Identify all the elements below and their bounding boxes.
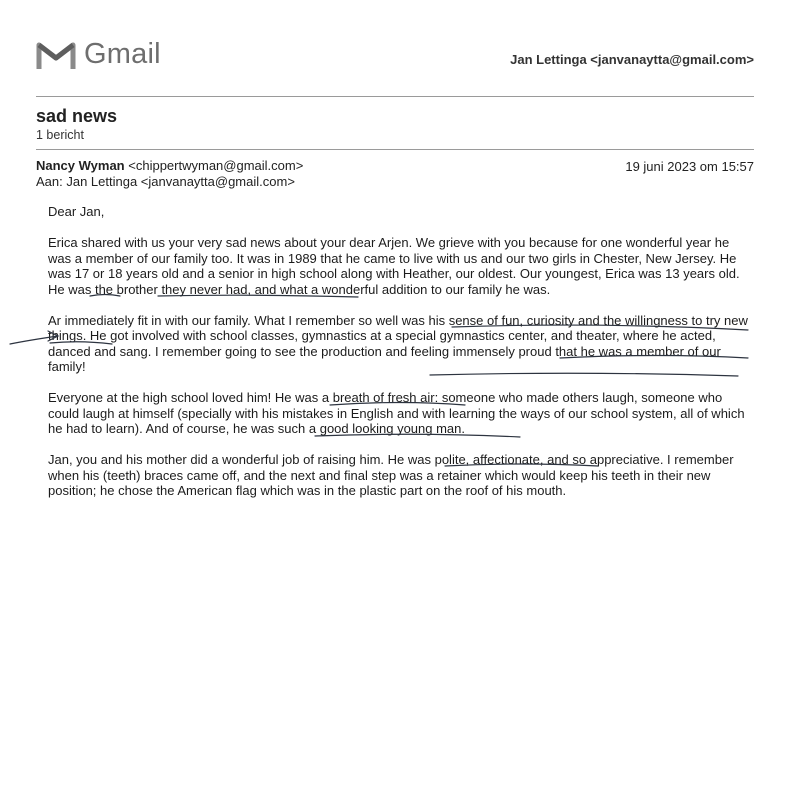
gmail-m-icon (36, 39, 76, 71)
body-paragraph: Ar immediately fit in with our family. What I remember so well was his sense of fun, curiosity and the willingness to try new things. He got involved with school classes, gymnastics at a special gymnastics center, and theater, where he acted, danced and sang. I remember going to see the production and feeling immensely proud that he was a member of our family! (48, 312, 748, 374)
recipient-line: Aan: Jan Lettinga <janvanaytta@gmail.com> (36, 174, 295, 189)
sender-name: Nancy Wyman (36, 158, 125, 173)
gmail-logo (36, 38, 161, 71)
account-name: Jan Lettinga <janvanaytta@gmail.com> (510, 52, 754, 67)
message-body (48, 204, 748, 514)
logo-text: Gmail (84, 38, 161, 70)
body-paragraph: Erica shared with us your very sad news about your dear Arjen. We grieve with you because for one wonderful year he was a member of our family too. It was in 1989 that he came to live with us and our two girls in Chester, New Jersey. He was 17 or 18 years old and a senior in high school along with Heather, our oldest. Our youngest, Erica was 13 years old. He was the brother they never had, and what a wonderful addition to our family he was. (48, 235, 740, 297)
sender-email: <chippertwyman@gmail.com> (128, 158, 304, 173)
sender-line (36, 158, 303, 173)
header-divider (36, 96, 754, 97)
message-count: 1 bericht (36, 128, 84, 142)
body-paragraph: Everyone at the high school loved him! He was a breath of fresh air: someone who made others laugh, someone who could laugh at himself (specially with his mistakes in English and with learning the ways of our school system, all of which he had to learn). And of course, he was such a good looking young man. (48, 390, 745, 436)
thread-divider (36, 149, 754, 150)
body-paragraph: Jan, you and his mother did a wonderful job of raising him. He was polite, affectionate, and so appreciative. I remember when his (teeth) braces came off, and the next and final step was a retainer which would keep his teeth in their new position; he chose the American flag which was in the plastic part on the roof of his mouth. (48, 452, 734, 498)
email-subject: sad news (36, 106, 118, 126)
greeting: Dear Jan, (48, 204, 105, 219)
message-date: 19 juni 2023 om 15:57 (625, 159, 754, 174)
